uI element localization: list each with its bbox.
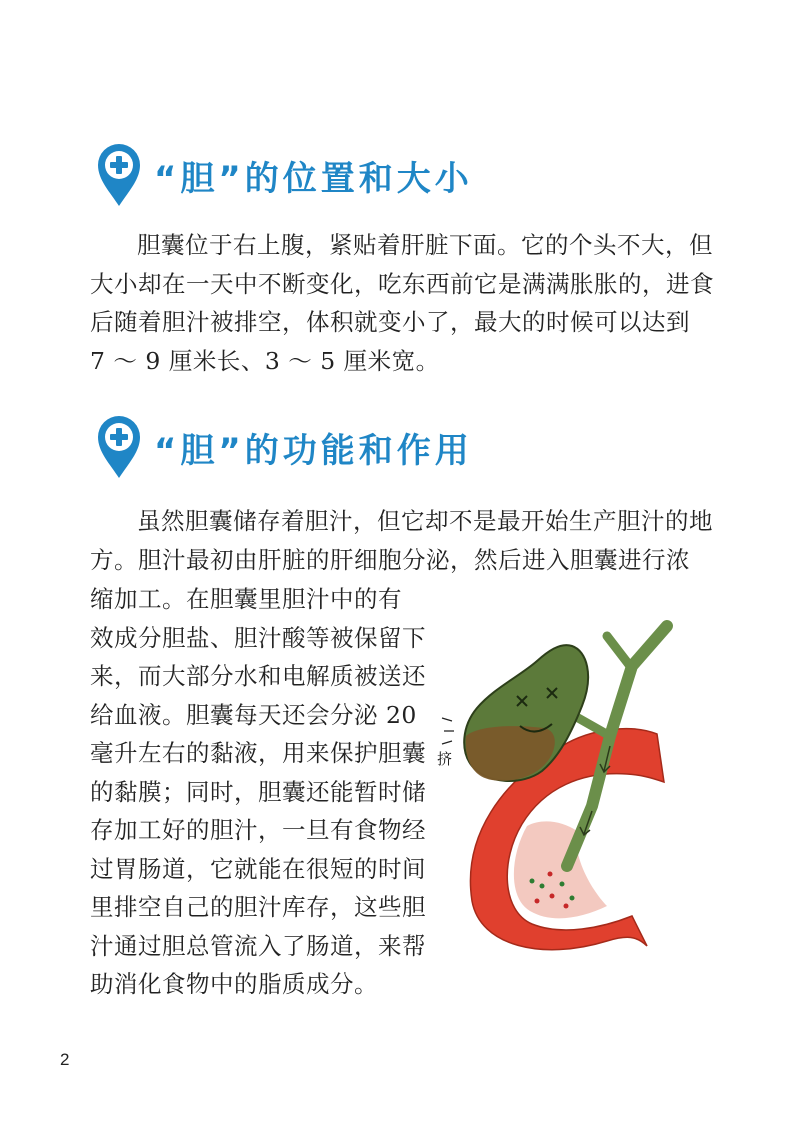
text-line: 后随着胆汁被排空，体积就变小了，最大的时候可以达到: [90, 308, 690, 336]
gallbladder-illustration: [432, 606, 677, 966]
text-line: 过胃肠道，它就能在很短的时间: [90, 854, 426, 883]
text-line: 的黏膜；同时，胆囊还能暂时储: [90, 777, 426, 806]
squeeze-label: 挤: [437, 750, 453, 768]
location-pin-plus-icon: [96, 414, 142, 480]
paragraph-location-size: [90, 226, 714, 380]
text-line: 里排空自己的胆汁库存，这些胆: [90, 893, 426, 921]
page-number: 2: [60, 1050, 70, 1069]
text-line: 汁通过胆总管流入了肠道，来帮: [90, 931, 426, 960]
intestine-inner: [514, 821, 607, 918]
paragraph-function-detail: [90, 580, 426, 1004]
section-heading-function: [96, 412, 473, 482]
text-line: 给血液。胆囊每天还会分泌 20: [90, 700, 417, 729]
text-line: 虽然胆囊储存着胆汁，但它却不是最开始生产胆汁的地: [137, 507, 713, 535]
text-line: 7 ～ 9 厘米长、3 ～ 5 厘米宽。: [90, 346, 440, 375]
heading-text: “胆”的位置和大小: [154, 158, 473, 199]
heading-text: “胆”的功能和作用: [154, 430, 473, 471]
location-pin-plus-icon: [96, 142, 142, 208]
section-heading-location-size: [96, 140, 473, 210]
paragraph-function-intro: [90, 502, 713, 579]
text-line: 存加工好的胆汁，一旦有食物经: [90, 816, 426, 844]
text-line: 大小却在一天中不断变化，吃东西前它是满满胀胀的，进食: [90, 269, 714, 298]
text-line: 胆囊位于右上腹，紧贴着肝脏下面。它的个头不大，但: [137, 231, 713, 259]
text-line: 效成分胆盐、胆汁酸等被保留下: [90, 623, 426, 652]
text-line: 缩加工。在胆囊里胆汁中的有: [90, 585, 402, 613]
text-line: 方。胆汁最初由肝脏的肝细胞分泌，然后进入胆囊进行浓: [90, 545, 690, 574]
bile-duct-branch: [607, 636, 630, 666]
text-line: 毫升左右的黏液，用来保护胆囊: [90, 739, 426, 767]
text-line: 助消化食物中的脂质成分。: [90, 970, 378, 998]
text-line: 来，而大部分水和电解质被送还: [90, 662, 426, 690]
